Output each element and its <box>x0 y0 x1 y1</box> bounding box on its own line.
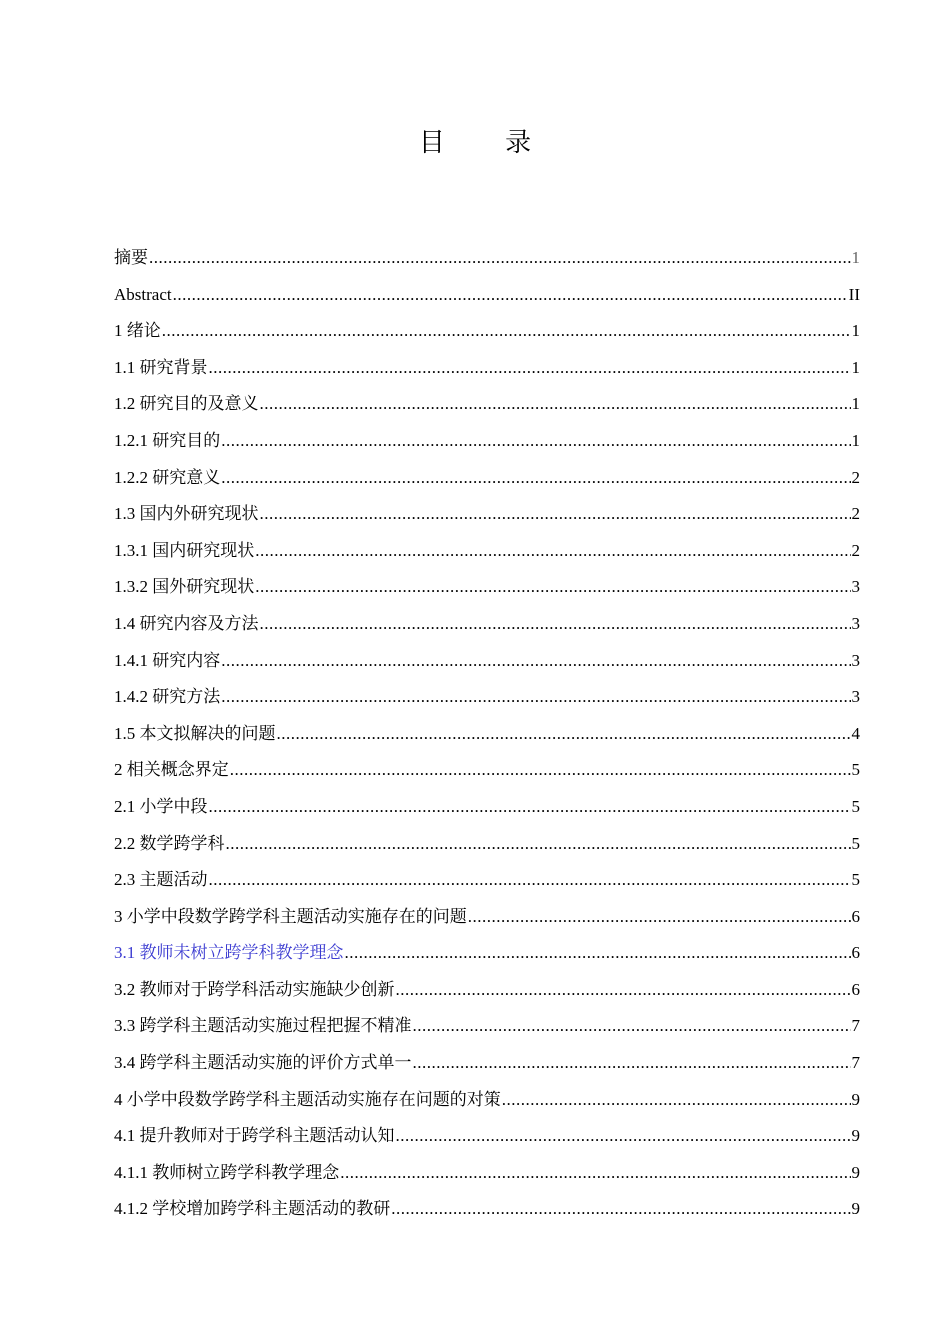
toc-entry[interactable] <box>114 277 860 314</box>
dot-leader <box>502 1082 851 1119</box>
toc-entry-page-number: 7 <box>851 1053 860 1073</box>
dot-leader <box>413 1045 851 1082</box>
toc-entry-page-number: II <box>848 284 860 304</box>
dot-leader <box>468 899 851 936</box>
toc-entry-page-number: 3 <box>851 650 860 670</box>
dot-leader <box>260 496 851 533</box>
toc-entry-page-number: 3 <box>851 577 860 597</box>
toc-entry-label: 2.2 数学跨学科 <box>114 833 225 853</box>
dot-leader <box>255 569 850 606</box>
toc-entry-label: 4.1.1 教师树立跨学科教学理念 <box>114 1162 340 1182</box>
toc-entry[interactable] <box>114 826 860 863</box>
toc-entry-page-number: 1 <box>851 321 860 341</box>
toc-entry[interactable] <box>114 752 860 789</box>
toc-entry-label: 1.3.2 国外研究现状 <box>114 577 255 597</box>
dot-leader <box>260 606 851 643</box>
toc-entry-label: 1.2 研究目的及意义 <box>114 394 259 414</box>
toc-entry-page-number: 5 <box>851 760 860 780</box>
toc-entry-label: 4.1.2 学校增加跨学科主题活动的教研 <box>114 1199 391 1219</box>
toc-entry-label: 1.2.2 研究意义 <box>114 467 221 487</box>
toc-entry-label: 3.1 教师未树立跨学科教学理念 <box>114 943 344 963</box>
toc-entry-label: 1.4.2 研究方法 <box>114 687 221 707</box>
toc-entry-label: 1.1 研究背景 <box>114 357 208 377</box>
dot-leader <box>396 972 851 1009</box>
dot-leader <box>396 1118 851 1155</box>
dot-leader <box>209 862 851 899</box>
toc-entry-page-number: 3 <box>851 613 860 633</box>
toc-entry[interactable] <box>114 496 860 533</box>
toc-entry[interactable] <box>114 716 860 753</box>
toc-entry-page-number: 7 <box>851 1016 860 1036</box>
toc-entry[interactable] <box>114 1191 860 1228</box>
toc-entry-page-number: 5 <box>851 870 860 890</box>
toc-entry-page-number: 6 <box>851 979 860 999</box>
dot-leader <box>413 1008 851 1045</box>
toc-entry-page-number: 2 <box>851 540 860 560</box>
toc-entry-label: Abstract <box>114 284 172 304</box>
toc-entry-label: 1.3.1 国内研究现状 <box>114 540 255 560</box>
toc-entry-label: 4.1 提升教师对于跨学科主题活动认知 <box>114 1126 395 1146</box>
toc-entry-label: 1 绪论 <box>114 321 161 341</box>
toc-entry[interactable] <box>114 386 860 423</box>
toc-entry-page-number: 9 <box>851 1199 860 1219</box>
toc-entry-label: 摘要 <box>114 248 148 267</box>
dot-leader <box>162 313 851 350</box>
toc-entry[interactable] <box>114 1155 860 1192</box>
toc-entry-page-number: 6 <box>851 906 860 926</box>
toc-entry[interactable] <box>114 1082 860 1119</box>
toc-entry-page-number: 1 <box>851 248 860 267</box>
toc-entry-label: 3.2 教师对于跨学科活动实施缺少创新 <box>114 979 395 999</box>
dot-leader <box>226 826 851 863</box>
toc-entry-label: 4 小学中段数学跨学科主题活动实施存在问题的对策 <box>114 1089 501 1109</box>
toc-entry-label: 3.3 跨学科主题活动实施过程把握不精准 <box>114 1016 412 1036</box>
table-of-contents <box>114 240 860 1228</box>
toc-entry[interactable] <box>114 423 860 460</box>
toc-entry[interactable] <box>114 1118 860 1155</box>
toc-entry-page-number: 5 <box>851 833 860 853</box>
toc-entry[interactable] <box>114 350 860 387</box>
toc-entry-label: 3 小学中段数学跨学科主题活动实施存在的问题 <box>114 906 467 926</box>
dot-leader <box>221 423 850 460</box>
toc-entry-label: 1.3 国内外研究现状 <box>114 504 259 524</box>
toc-entry-page-number: 3 <box>851 687 860 707</box>
dot-leader <box>173 277 848 314</box>
dot-leader <box>391 1191 850 1228</box>
toc-entry-label: 1.5 本文拟解决的问题 <box>114 723 276 743</box>
dot-leader <box>345 935 851 972</box>
toc-entry-page-number: 9 <box>851 1162 860 1182</box>
toc-entry-page-number: 2 <box>851 467 860 487</box>
page-title: 目 录 <box>418 128 558 158</box>
dot-leader <box>255 533 850 570</box>
toc-entry-page-number: 1 <box>851 357 860 377</box>
toc-entry[interactable] <box>114 899 860 936</box>
toc-entry[interactable] <box>114 679 860 716</box>
toc-entry[interactable] <box>114 972 860 1009</box>
dot-leader <box>209 789 851 826</box>
toc-entry-page-number: 1 <box>851 430 860 450</box>
dot-leader <box>221 679 850 716</box>
dot-leader <box>221 643 850 680</box>
toc-entry-page-number: 1 <box>851 394 860 414</box>
toc-entry[interactable] <box>114 460 860 497</box>
toc-entry-page-number: 9 <box>851 1126 860 1146</box>
toc-entry-page-number: 2 <box>851 504 860 524</box>
toc-entry-label: 3.4 跨学科主题活动实施的评价方式单一 <box>114 1053 412 1073</box>
toc-entry-label: 2.3 主题活动 <box>114 870 208 890</box>
toc-entry-label: 1.4 研究内容及方法 <box>114 613 259 633</box>
dot-leader <box>230 752 851 789</box>
toc-entry[interactable] <box>114 569 860 606</box>
toc-entry-label: 1.2.1 研究目的 <box>114 430 221 450</box>
dot-leader <box>209 350 851 387</box>
toc-entry[interactable] <box>114 1008 860 1045</box>
toc-entry[interactable] <box>114 606 860 643</box>
dot-leader <box>277 716 851 753</box>
toc-entry-page-number: 5 <box>851 796 860 816</box>
dot-leader <box>260 386 851 423</box>
toc-entry[interactable] <box>114 313 860 350</box>
toc-entry-page-number: 9 <box>851 1089 860 1109</box>
toc-entry[interactable] <box>114 240 860 277</box>
toc-entry-label: 1.4.1 研究内容 <box>114 650 221 670</box>
toc-entry-label: 2 相关概念界定 <box>114 760 229 780</box>
toc-entry[interactable] <box>114 533 860 570</box>
toc-entry-page-number: 4 <box>851 723 860 743</box>
dot-leader <box>340 1155 850 1192</box>
toc-entry[interactable] <box>114 789 860 826</box>
dot-leader <box>221 460 850 497</box>
toc-entry[interactable] <box>114 1045 860 1082</box>
toc-entry[interactable] <box>114 935 860 972</box>
toc-entry-label: 2.1 小学中段 <box>114 796 208 816</box>
dot-leader <box>149 240 851 277</box>
toc-entry[interactable] <box>114 862 860 899</box>
toc-entry[interactable] <box>114 643 860 680</box>
toc-entry-page-number: 6 <box>851 943 860 963</box>
